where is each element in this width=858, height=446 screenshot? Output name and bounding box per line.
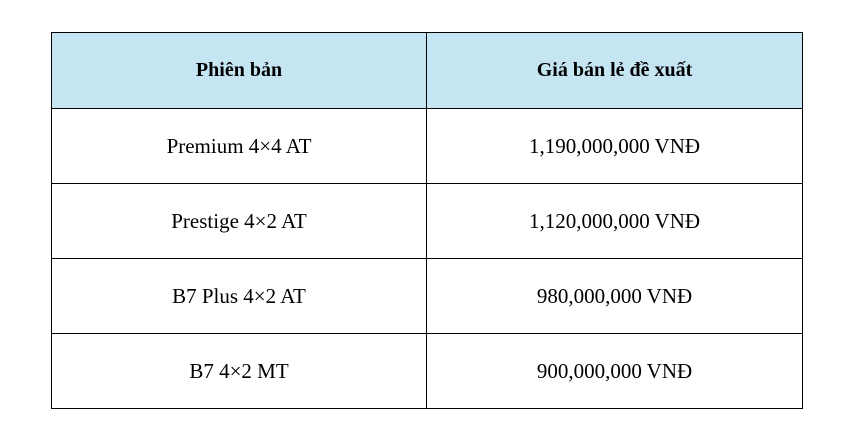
version-cell: Prestige 4×2 AT — [52, 184, 427, 259]
version-cell: B7 Plus 4×2 AT — [52, 259, 427, 334]
column-header-price: Giá bán lẻ đề xuất — [427, 33, 803, 109]
table-row — [52, 259, 803, 334]
version-cell: B7 4×2 MT — [52, 334, 427, 409]
price-table — [51, 32, 803, 409]
price-cell: 980,000,000 VNĐ — [427, 259, 803, 334]
table-row — [52, 334, 803, 409]
table-row — [52, 109, 803, 184]
table-header-row — [52, 33, 803, 109]
price-cell: 1,190,000,000 VNĐ — [427, 109, 803, 184]
price-cell: 900,000,000 VNĐ — [427, 334, 803, 409]
table-row — [52, 184, 803, 259]
column-header-version: Phiên bản — [52, 33, 427, 109]
price-cell: 1,120,000,000 VNĐ — [427, 184, 803, 259]
version-cell: Premium 4×4 AT — [52, 109, 427, 184]
